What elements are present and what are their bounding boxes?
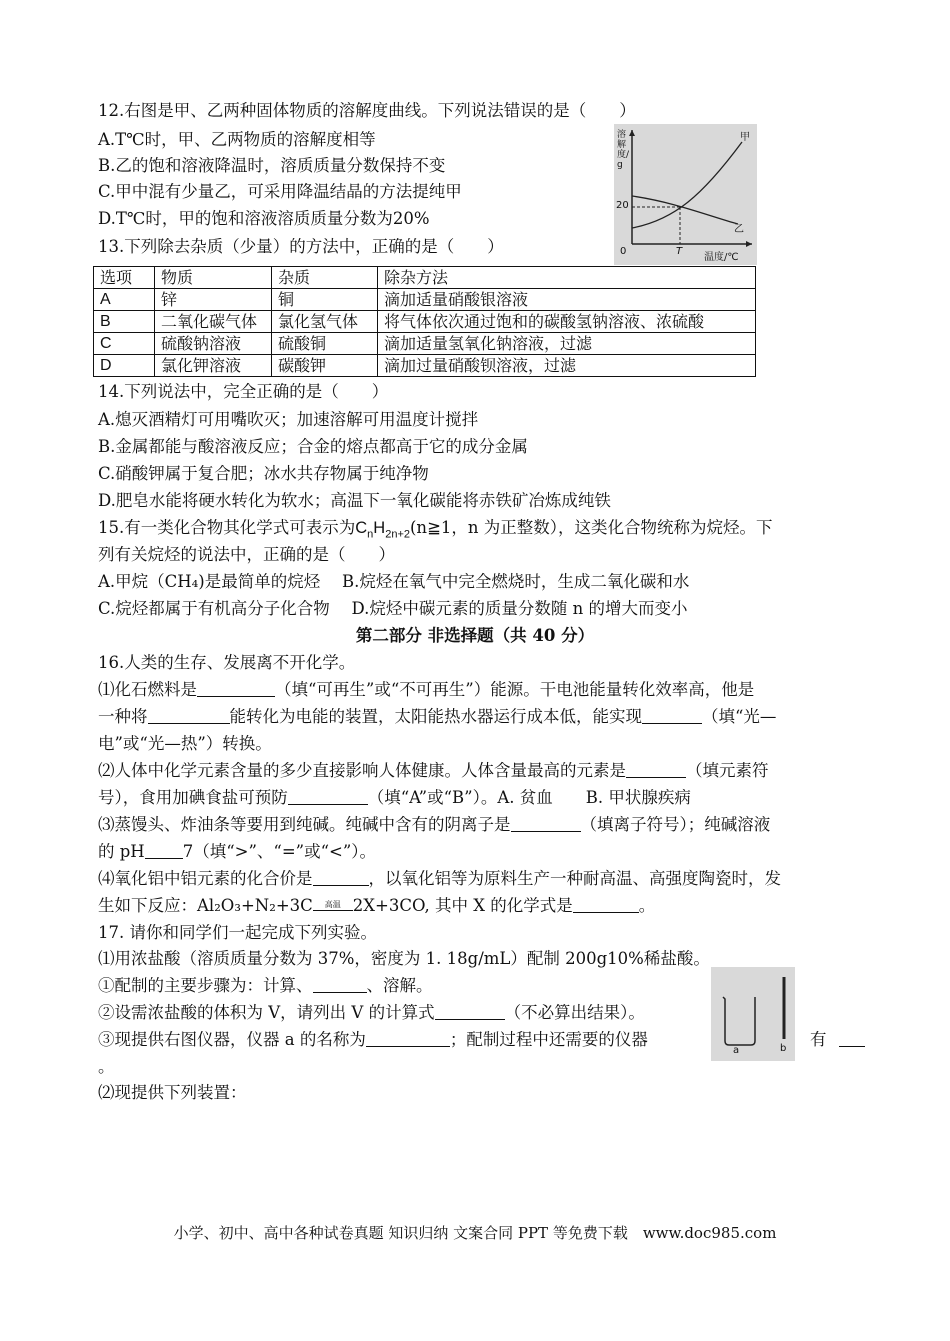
table-cell: 将气体依次通过饱和的碳酸氢钠溶液、浓硫酸 — [378, 311, 756, 333]
table-cell: 硫酸铜 — [272, 333, 378, 355]
q15-stem-line2: 列有关烷烃的说法中，正确的是（ ） — [98, 545, 395, 564]
curve-jia — [632, 142, 742, 228]
page-footer: 小学、初中、高中各种试卷真题 知识归纳 文案合同 PPT 等免费下载 www.doc985.com — [173, 1224, 777, 1242]
q12-option-a: A.T℃时，甲、乙两物质的溶解度相等 — [98, 130, 376, 149]
answer-blank[interactable] — [313, 977, 367, 993]
figure-xlabel: 温度/℃ — [704, 252, 739, 263]
figure-label-jia: 甲 — [740, 132, 750, 143]
q14-option-c: C.硝酸钾属于复合肥；冰水共存物属于纯净物 — [98, 464, 429, 483]
answer-blank[interactable] — [839, 1031, 865, 1047]
q16-part1-line3: 电”或“光—热”）转换。 — [98, 734, 272, 753]
table-row — [94, 311, 756, 333]
q15-options-ab: A.甲烷（CH₄)是最简单的烷烃 B.烷烃在氧气中完全燃烧时，生成二氧化碳和水 — [98, 572, 690, 591]
q17-part2: ⑵现提供下列装置： — [98, 1083, 247, 1102]
figure-y-tick: 20 — [616, 200, 629, 211]
curve-yi — [632, 196, 738, 224]
answer-blank[interactable] — [642, 708, 702, 724]
table-cell: C — [94, 333, 155, 355]
table-cell: 硫酸钠溶液 — [155, 333, 272, 355]
q17-part1: ⑴用浓盐酸（溶质质量分数为 37%，密度为 1. 18g/mL）配制 200g10%稀盐酸。 — [98, 949, 710, 968]
q15-stem: 15.有一类化合物其化学式可表示为$C_nH_{2n+2}(n≧1$，n 为正整数），这类化合物统称为烷烃。下 — [98, 518, 773, 541]
figure-label-yi: 乙 — [734, 224, 744, 235]
q12-option-d: D.T℃时，甲的饱和溶液溶质质量分数为20% — [98, 209, 430, 228]
table-cell: 二氧化碳气体 — [155, 311, 272, 333]
q13-table — [93, 266, 756, 377]
q16-part4-line1: ⑷氧化铝中铝元素的化合价是 ，以氧化铝等为原料生产一种耐高温、高强度陶瓷时，发 — [98, 869, 781, 888]
figure-origin: 0 — [620, 246, 627, 257]
table-cell: 铜 — [272, 289, 378, 311]
q17-step3-end: 。 — [98, 1057, 115, 1076]
header-cell: 选项 — [94, 267, 155, 289]
q12-stem: 12.右图是甲、乙两种固体物质的溶解度曲线。下列说法错误的是（ ） — [98, 101, 636, 120]
header-cell: 物质 — [155, 267, 272, 289]
q14-option-d: D.肥皂水能将硬水转化为软水；高温下一氧化碳能将赤铁矿冶炼成纯铁 — [98, 491, 611, 510]
table-header-row — [94, 267, 756, 289]
table-cell: B — [94, 311, 155, 333]
table-row — [94, 333, 756, 355]
q17-step1: ①配制的主要步骤为：计算、 、溶解。 — [98, 976, 433, 995]
table-cell: 锌 — [155, 289, 272, 311]
answer-blank[interactable] — [573, 897, 639, 913]
table-cell: 氯化氢气体 — [272, 311, 378, 333]
q17-step2: ②设需浓盐酸的体积为 V，请列出 V 的计算式 （不必算出结果）。 — [98, 1003, 645, 1022]
answer-blank[interactable] — [148, 708, 230, 724]
table-cell: 滴加过量硝酸钡溶液，过滤 — [378, 355, 756, 377]
table-cell: 碳酸钾 — [272, 355, 378, 377]
answer-blank[interactable] — [435, 1004, 505, 1020]
q12-option-b: B.乙的饱和溶液降温时，溶质质量分数保持不变 — [98, 156, 446, 175]
header-cell: 除杂方法 — [378, 267, 756, 289]
answer-blank[interactable] — [197, 681, 275, 697]
q17-step3-tail: 有 — [810, 1029, 865, 1051]
q14-option-b: B.金属都能与酸溶液反应；合金的熔点都高于它的成分金属 — [98, 437, 528, 456]
q16-stem: 16.人类的生存、发展离不开化学。 — [98, 653, 356, 672]
answer-blank[interactable] — [288, 789, 368, 805]
part2-title: 第二部分 非选择题（共 40 分） — [355, 626, 595, 645]
q16-part1-line2: 一种将 能转化为电能的装置，太阳能热水器运行成本低，能实现 （填“光— — [98, 707, 777, 726]
q12-option-c: C.甲中混有少量乙，可采用降温结晶的方法提纯甲 — [98, 182, 462, 201]
answer-blank[interactable] — [366, 1031, 450, 1047]
figure-ylabel: 溶解度/g — [617, 130, 630, 170]
table-cell: 滴加适量硝酸银溶液 — [378, 289, 756, 311]
q14-option-a: A.熄灭酒精灯可用嘴吹灭；加速溶解可用温度计搅拌 — [98, 410, 479, 429]
beaker-icon — [723, 997, 755, 1045]
table-cell: 滴加适量氢氧化钠溶液，过滤 — [378, 333, 756, 355]
q17-step3: ③现提供右图仪器，仪器 a 的名称为 ；配制过程中还需要的仪器 — [98, 1030, 648, 1049]
q16-part3-line2: 的 pH 7（填“>”、“=”或“<”）。 — [98, 842, 377, 861]
figure-x-tick: T — [676, 246, 683, 257]
q17-stem: 17. 请你和同学们一起完成下列实验。 — [98, 923, 377, 942]
instrument-figure — [711, 967, 795, 1061]
q13-stem: 13.下列除去杂质（少量）的方法中，正确的是（ ） — [98, 237, 504, 256]
header-cell: 杂质 — [272, 267, 378, 289]
figure-label-a: a — [733, 1045, 740, 1056]
q16-part1-line1: ⑴化石燃料是 （填“可再生”或“不可再生”）能源。干电池能量转化效率高，他是 — [98, 680, 755, 699]
answer-blank[interactable] — [145, 843, 183, 859]
answer-blank[interactable] — [626, 762, 686, 778]
table-row — [94, 289, 756, 311]
table-cell: 氯化钾溶液 — [155, 355, 272, 377]
q15-options-cd: C.烷烃都属于有机高分子化合物 D.烷烃中碳元素的质量分数随 n 的增大而变小 — [98, 599, 688, 618]
table-cell: A — [94, 289, 155, 311]
answer-blank[interactable] — [313, 870, 369, 886]
q16-part2-line2: 号），食用加碘食盐可预防 （填“A”或“B”）。A. 贫血 B. 甲状腺疾病 — [98, 788, 691, 807]
q16-part2-line1: ⑵人体中化学元素含量的多少直接影响人体健康。人体含量最高的元素是 （填元素符 — [98, 761, 769, 780]
q16-part3-line1: ⑶蒸馒头、炸油条等要用到纯碱。纯碱中含有的阴离子是 （填离子符号）；纯碱溶液 — [98, 815, 771, 834]
table-cell: D — [94, 355, 155, 377]
alkane-formula: $C_nH_{2n+2}$ — [355, 519, 410, 541]
q16-part4-line2: 生如下反应：Al₂O₃+N₂+3C 高温 2X+3CO, 其中 X 的化学式是 。 — [98, 896, 656, 915]
q14-stem: 14.下列说法中，完全正确的是（ ） — [98, 382, 389, 401]
answer-blank[interactable] — [511, 816, 581, 832]
figure-label-b: b — [780, 1043, 787, 1054]
table-row — [94, 355, 756, 377]
reaction-arrow: 高温 — [313, 900, 353, 911]
solubility-curve-figure — [614, 124, 757, 265]
